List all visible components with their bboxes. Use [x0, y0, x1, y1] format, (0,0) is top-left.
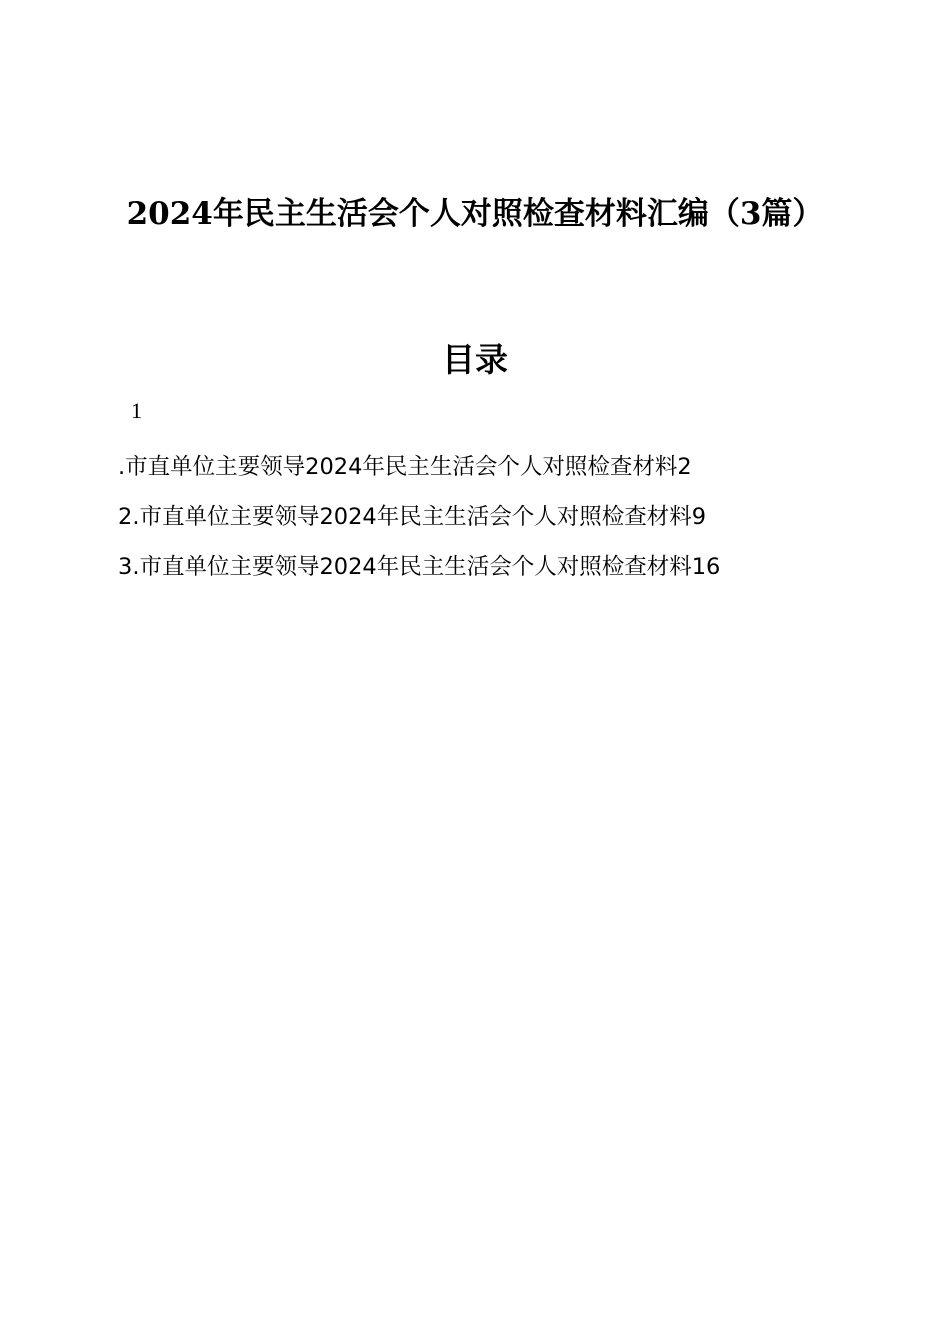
table-of-contents	[118, 442, 898, 592]
toc-item-number-fragment: 1	[131, 398, 142, 423]
document-title: 2024年民主生活会个人对照检查材料汇编（3篇）	[126, 196, 824, 232]
toc-item-3[interactable]: 3.市直单位主要领导2024年民主生活会个人对照检查材料16	[118, 554, 721, 580]
toc-item-1[interactable]: .市直单位主要领导2024年民主生活会个人对照检查材料2	[118, 454, 692, 480]
toc-heading: 目录	[442, 340, 508, 379]
toc-item-2[interactable]: 2.市直单位主要领导2024年民主生活会个人对照检查材料9	[118, 504, 707, 530]
